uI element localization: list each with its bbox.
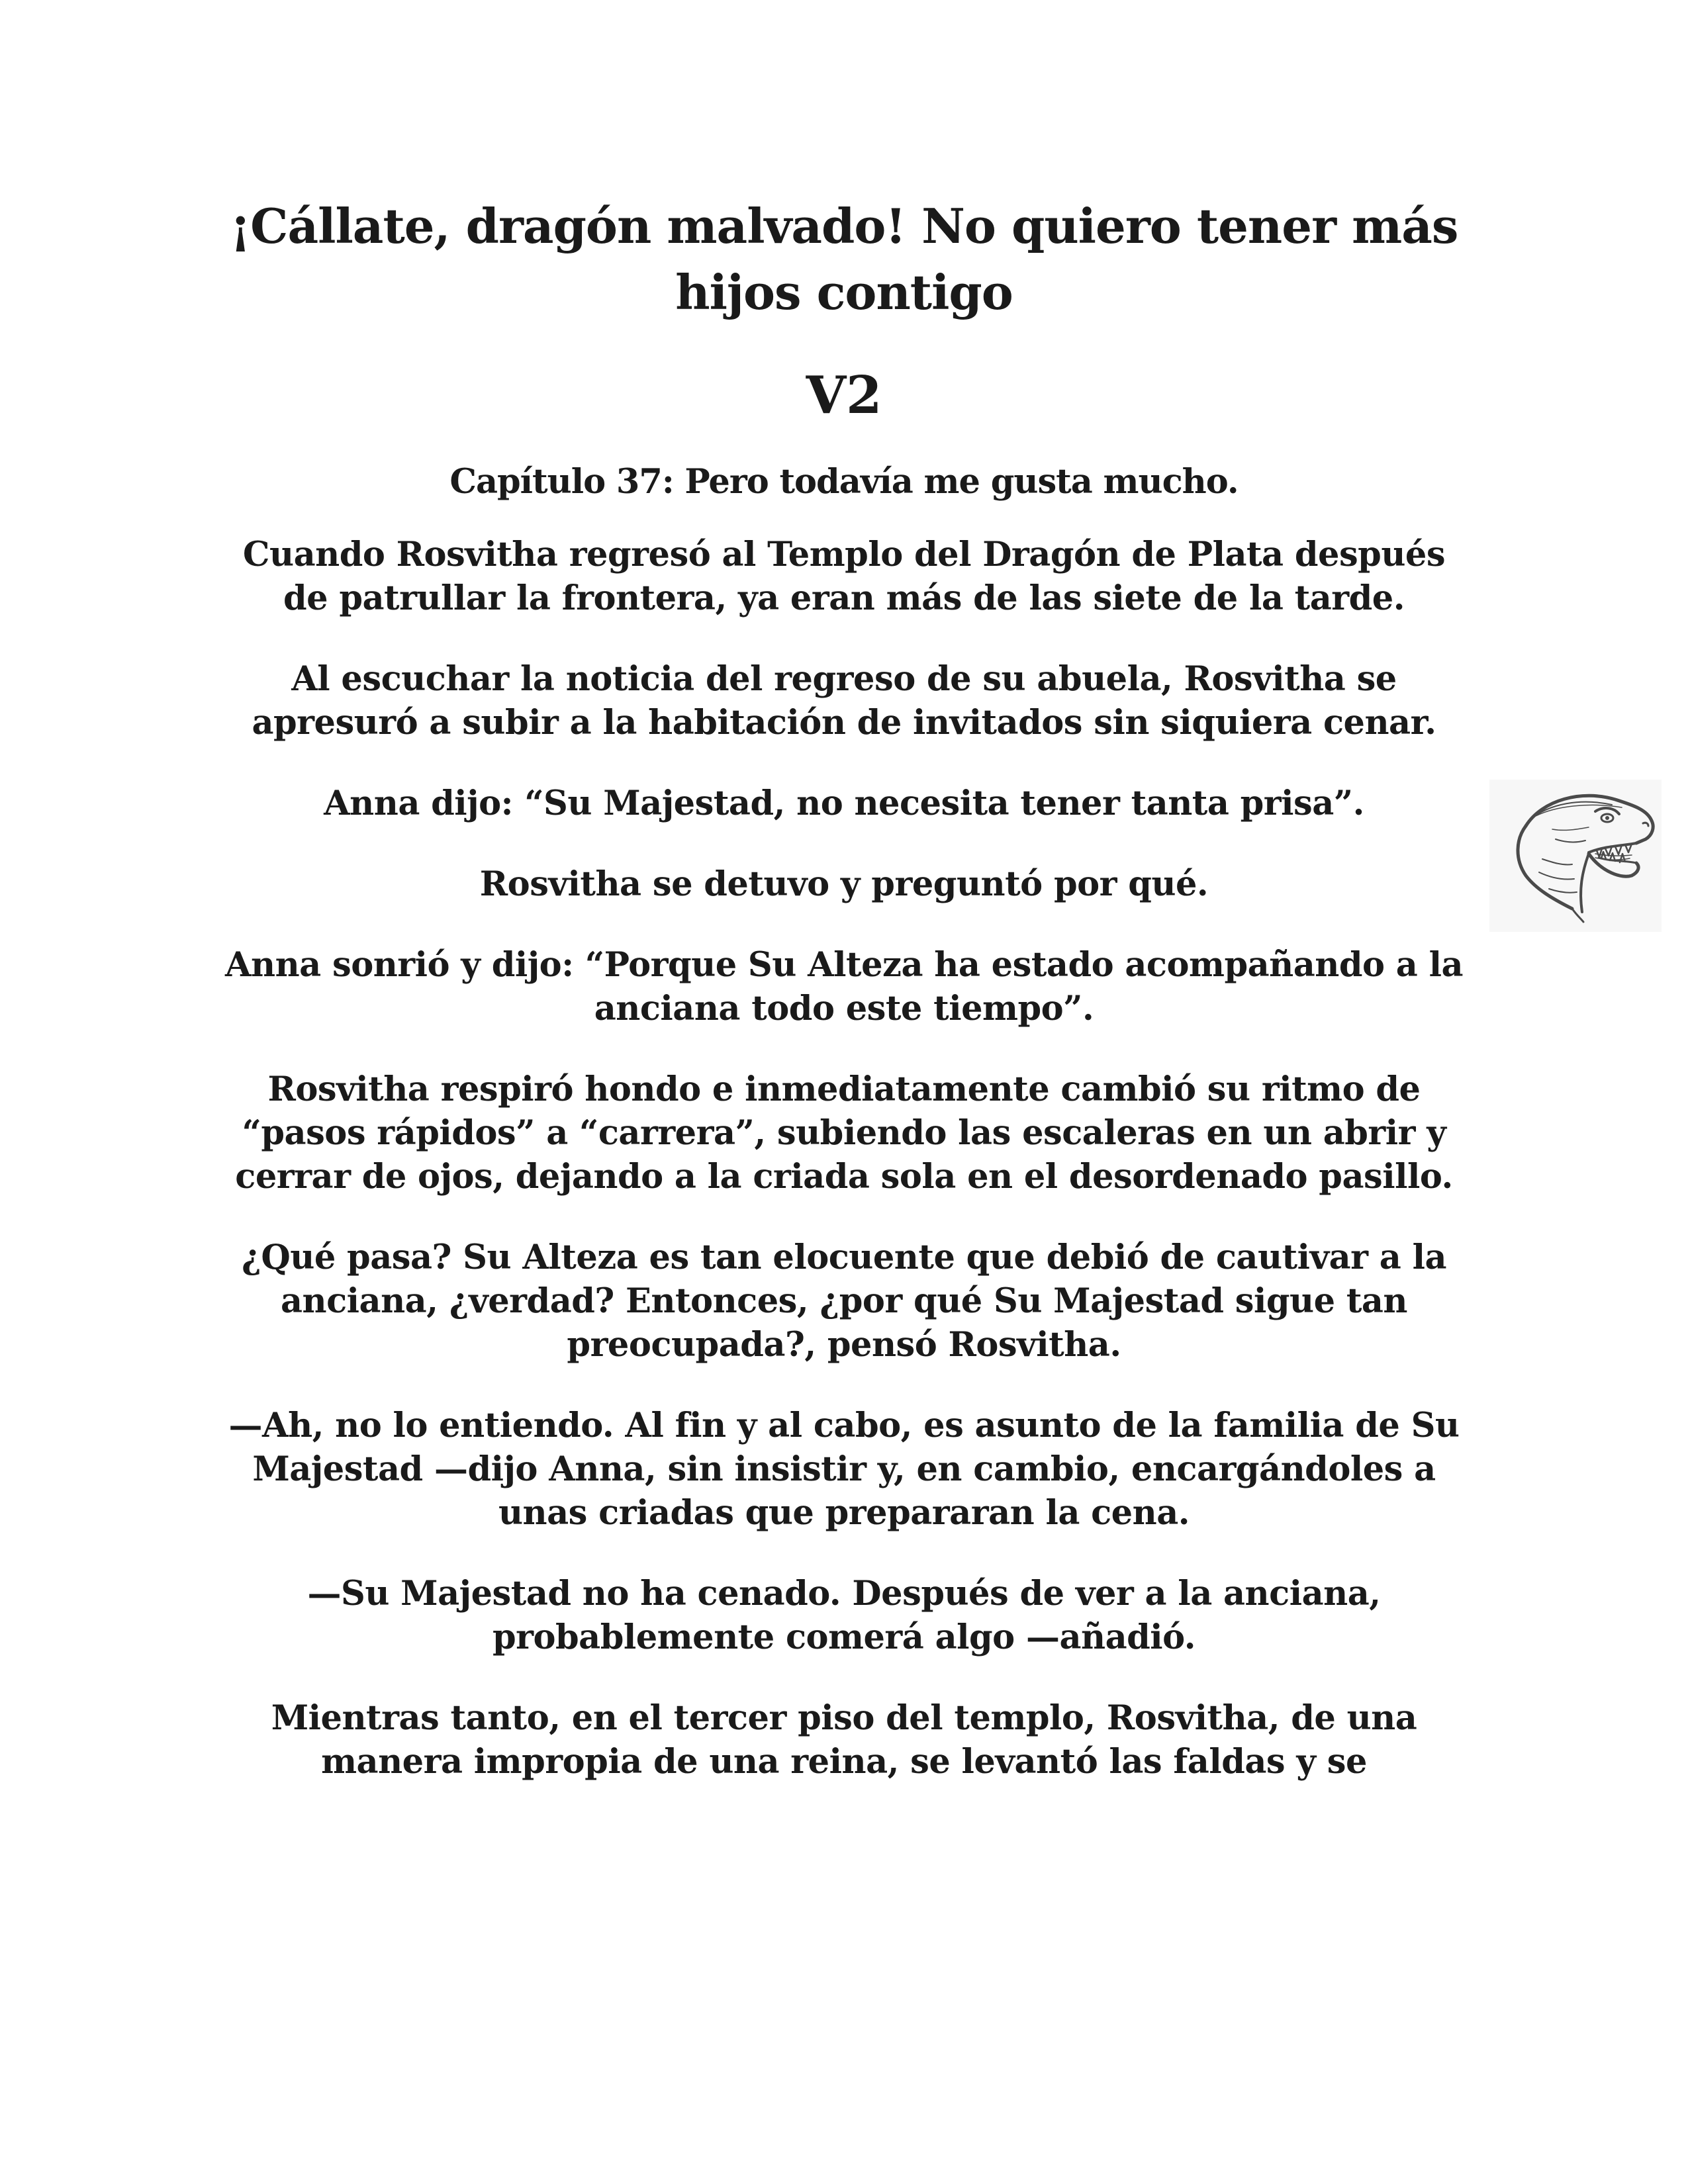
volume-label: V2 (806, 365, 882, 426)
paragraph: Anna dijo: “Su Majestad, no necesita tener tanta prisa”. (324, 784, 1364, 823)
paragraph: Al escuchar la noticia del regreso de su abuela, Rosvitha se apresuró a subir a la habitación de invitados sin siquiera cenar. (252, 659, 1436, 743)
paragraph: Rosvitha se detuvo y preguntó por qué. (479, 864, 1209, 904)
paragraph: Cuando Rosvitha regresó al Templo del Dragón de Plata después de patrullar la frontera, ya eran más de las siete de la tarde. (242, 535, 1446, 618)
chapter-body (218, 533, 1470, 1821)
paragraph: Mientras tanto, en el tercer piso del templo, Rosvitha, de una manera impropia de una reina, se levantó las faldas y se (271, 1698, 1417, 1782)
paragraph: Rosvitha respiró hondo e inmediatamente cambió su ritmo de “pasos rápidos” a “carrera”, subiendo las escaleras en un abrir y cerrar de ojos, dejando a la criada sola en el desordenado pasillo. (235, 1069, 1453, 1197)
paragraph: Anna sonrió y dijo: “Porque Su Alteza ha estado acompañando a la anciana todo este tiempo”. (224, 945, 1464, 1028)
dinosaur-head-sketch-icon (1489, 780, 1662, 932)
document-title: ¡Cállate, dragón malvado! No quiero tener más hijos contigo (230, 198, 1458, 320)
paragraph: —Su Majestad no ha cenado. Después de ver a la anciana, probablemente comerá algo —añadió. (307, 1574, 1381, 1657)
chapter-heading: Capítulo 37: Pero todavía me gusta mucho. (449, 462, 1239, 502)
paragraph: —Ah, no lo entiendo. Al fin y al cabo, es asunto de la familia de Su Majestad —dijo Anna, sin insistir y, en cambio, encargándoles a unas criadas que prepararan la cena. (228, 1406, 1460, 1533)
paragraph: ¿Qué pasa? Su Alteza es tan elocuente que debió de cautivar a la anciana, ¿verdad? Entonces, ¿por qué Su Majestad sigue tan preocupada?, pensó Rosvitha. (241, 1238, 1447, 1365)
